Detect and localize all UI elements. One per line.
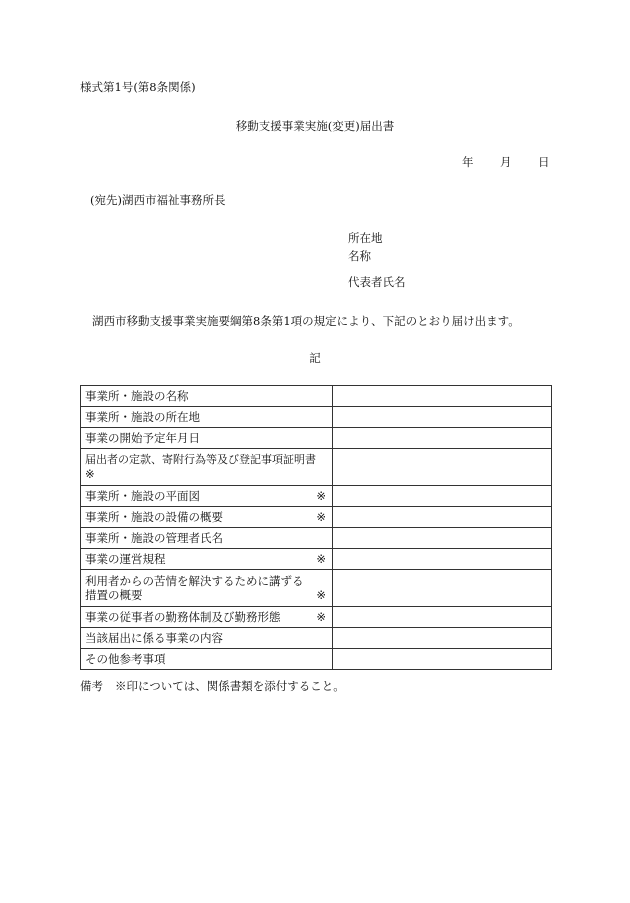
table-row — [81, 386, 552, 407]
item-cell — [81, 570, 333, 607]
item-cell — [81, 528, 333, 549]
ki-heading: 記 — [309, 351, 321, 365]
value-cell[interactable] — [333, 449, 552, 486]
date-line — [462, 156, 550, 170]
addressee: (宛先)湖西市福祉事務所長 — [90, 193, 226, 207]
attachment-mark: ※ — [316, 609, 326, 624]
attachment-mark: ※ — [316, 551, 326, 566]
value-cell[interactable] — [333, 628, 552, 649]
value-cell[interactable] — [333, 607, 552, 628]
date-month-label: 月 — [500, 155, 512, 169]
table-row — [81, 486, 552, 507]
item-cell — [81, 607, 333, 628]
item-label: 利用者からの苦情を解決するために講ずる措置の概要 — [85, 573, 304, 602]
item-label: その他参考事項 — [85, 651, 166, 666]
item-label: 事業所・施設の平面図 — [85, 488, 200, 503]
remarks-label: 備考 — [80, 679, 103, 693]
item-cell — [81, 628, 333, 649]
value-cell[interactable] — [333, 570, 552, 607]
item-cell — [81, 428, 333, 449]
item-label: 事業所・施設の管理者氏名 — [85, 530, 223, 545]
applicant-name-label: 名称 — [348, 249, 371, 263]
applicant-location-label: 所在地 — [348, 231, 383, 245]
remarks — [80, 680, 345, 694]
attachment-mark: ※ — [316, 509, 326, 524]
value-cell[interactable] — [333, 507, 552, 528]
table-row — [81, 528, 552, 549]
statement: 湖西市移動支援事業実施要綱第8条第1項の規定により、下記のとおり届け出ます。 — [92, 314, 520, 328]
table-row — [81, 607, 552, 628]
item-label: 事業所・施設の名称 — [85, 388, 189, 403]
item-label: 届出者の定款、寄附行為等及び登記事項証明書 — [85, 452, 316, 466]
attachment-mark: ※ — [316, 588, 326, 602]
value-cell[interactable] — [333, 486, 552, 507]
table-row — [81, 507, 552, 528]
attachment-mark: ※ — [316, 488, 326, 503]
value-cell[interactable] — [333, 649, 552, 670]
date-year-label: 年 — [462, 155, 474, 169]
item-label: 事業の従事者の勤務体制及び勤務形態 — [85, 609, 281, 624]
item-cell — [81, 649, 333, 670]
value-cell[interactable] — [333, 549, 552, 570]
item-cell — [81, 449, 333, 486]
remarks-text: ※印については、関係書類を添付すること。 — [115, 679, 345, 693]
items-table — [80, 385, 552, 670]
applicant-block — [348, 232, 406, 294]
table-row — [81, 649, 552, 670]
value-cell[interactable] — [333, 428, 552, 449]
item-cell — [81, 407, 333, 428]
item-cell — [81, 486, 333, 507]
applicant-representative-label: 代表者氏名 — [348, 275, 406, 289]
item-cell — [81, 507, 333, 528]
value-cell[interactable] — [333, 407, 552, 428]
item-label: 事業の開始予定年月日 — [85, 430, 200, 445]
date-day-label: 日 — [538, 155, 550, 169]
value-cell[interactable] — [333, 528, 552, 549]
table-row — [81, 449, 552, 486]
item-label: 事業の運営規程 — [85, 551, 166, 566]
table-row — [81, 628, 552, 649]
item-label: 事業所・施設の設備の概要 — [85, 509, 223, 524]
attachment-mark: ※ — [85, 466, 95, 481]
document-title: 移動支援事業実施(変更)届出書 — [235, 119, 395, 133]
table-row — [81, 549, 552, 570]
item-label: 当該届出に係る事業の内容 — [85, 630, 223, 645]
item-label: 事業所・施設の所在地 — [85, 409, 200, 424]
item-cell — [81, 549, 333, 570]
table-row — [81, 407, 552, 428]
form-number: 様式第1号(第8条関係) — [80, 80, 196, 94]
table-row — [81, 570, 552, 607]
value-cell[interactable] — [333, 386, 552, 407]
table-row — [81, 428, 552, 449]
item-cell — [81, 386, 333, 407]
